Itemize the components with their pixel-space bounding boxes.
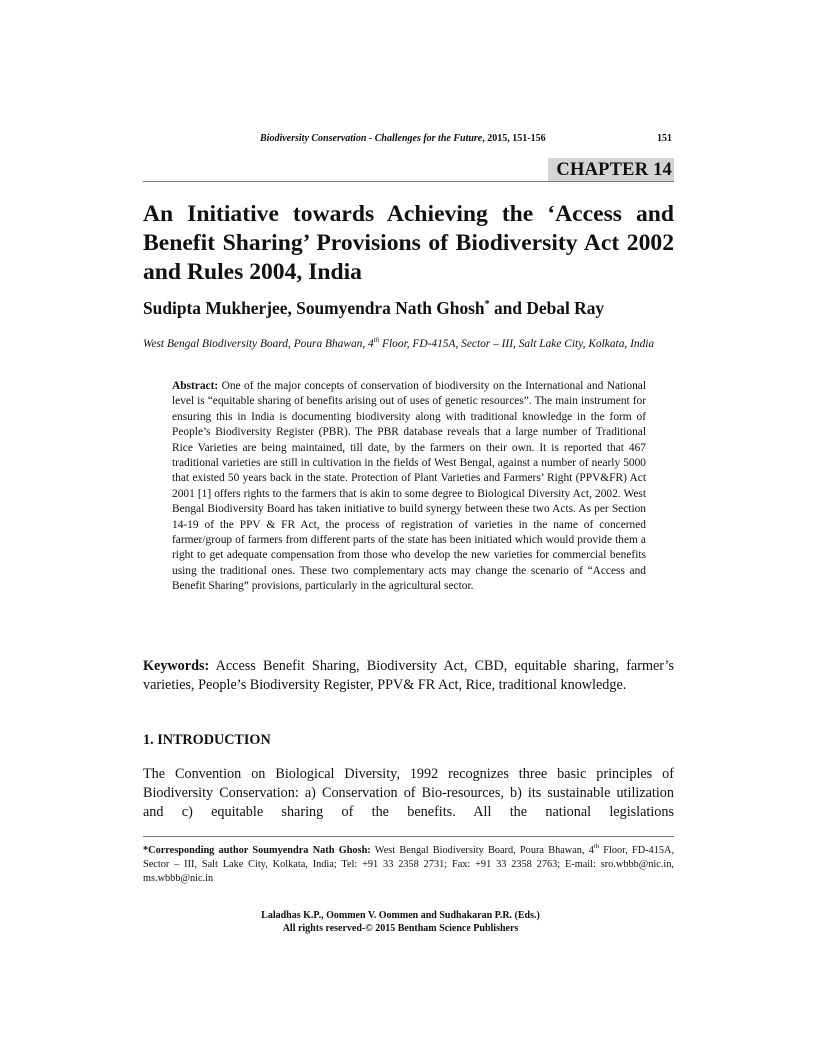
section-heading-introduction: 1. INTRODUCTION	[143, 732, 271, 748]
affiliation-text-end: Floor, FD-415A, Sector – III, Salt Lake City, Kolkata, India	[379, 338, 655, 350]
chapter-label: CHAPTER 14	[548, 158, 674, 181]
journal-title: Biodiversity Conservation - Challenges for the Future	[260, 133, 483, 144]
publisher-footer	[143, 909, 674, 935]
footnote-divider	[143, 836, 674, 837]
keywords	[143, 657, 674, 695]
footnote-label: *Corresponding author Soumyendra Nath Ghosh:	[143, 845, 371, 856]
footnote-text-start: West Bengal Biodiversity Board, Poura Bhawan, 4	[370, 845, 594, 856]
copyright-line: All rights reserved-© 2015 Bentham Science Publishers	[282, 923, 519, 934]
keywords-label: Keywords:	[143, 658, 210, 674]
introduction-paragraph: The Convention on Biological Diversity, 1992 recognizes three basic principles of Biodiversity Conservation: a) Conservation of Bio-resources, b) its sustainable utilization and c) equitable sharing of the benefits. All the national legislations	[143, 766, 674, 820]
abstract-label: Abstract:	[172, 380, 219, 392]
authors-part-1: Sudipta Mukherjee, Soumyendra Nath Ghosh	[143, 298, 485, 318]
chapter-divider	[143, 181, 674, 182]
journal-details: , 2015, 151-156	[482, 133, 546, 144]
ordinal-suffix: th	[593, 843, 599, 850]
corresponding-author-mark: *	[484, 299, 490, 310]
ordinal-suffix: th	[373, 336, 380, 344]
author-list	[143, 298, 674, 319]
corresponding-author-footnote	[143, 840, 674, 885]
footnote-text-end: Floor, FD-415A, Sector – III, Salt Lake City, Kolkata, India; Tel: +91 33 2358 2731; Fax: +91 33 2358 2763; E-mail: sro.wbbb@nic.in, ms.wbbb@nic.in	[143, 845, 675, 884]
authors-part-2: and Debal Ray	[489, 298, 605, 318]
abstract	[172, 379, 646, 595]
affiliation-text-start: West Bengal Biodiversity Board, Poura Bhawan, 4	[143, 338, 374, 350]
journal-citation	[260, 133, 546, 144]
editors-line: Laladhas K.P., Oommen V. Oommen and Sudhakaran P.R. (Eds.)	[261, 910, 540, 921]
affiliation	[143, 332, 674, 352]
keywords-text: Access Benefit Sharing, Biodiversity Act, CBD, equitable sharing, farmer’s varieties, People’s Biodiversity Register, PPV& FR Act, Rice, traditional knowledge.	[143, 658, 674, 693]
paper-title: An Initiative towards Achieving the ‘Access and Benefit Sharing’ Provisions of Biodiversity Act 2002 and Rules 2004, India	[143, 201, 674, 285]
abstract-text: One of the major concepts of conservation of biodiversity on the International and National level is “equitable sharing of benefits arising out of uses of genetic resources”. The main instrument for ensuring this in India is documenting biodiversity along with traditional knowledge in the form of People’s Biodiversity Register (PBR). The PBR database reveals that a large number of Traditional Rice Varieties are being maintained, till date, by the farmers on their own. It is reported that 467 traditional varieties are still in cultivation in the fields of West Bengal, against a number of nearly 5000 that existed 50 years back in the state. Protection of Plant Varieties and Farmers’ Right (PPV&FR) Act 2001 [1] offers rights to the farmers that is akin to some degree to Biological Diversity Act, 2002. West Bengal Biodiversity Board has taken initiative to build synergy between these two Acts. As per Section 14-19 of the PPV & FR Act, the process of registration of varieties in the name of concerned farmer/group of farmers from different parts of the state has been initiated which would provide them a right to get adequate compensation from those who develop the new varieties for commercial benefits using the traditional ones. These two complementary acts may change the scenario of “Access and Benefit Sharing” provisions, particularly in the agricultural sector.	[172, 380, 646, 593]
page-number: 151	[657, 133, 672, 144]
